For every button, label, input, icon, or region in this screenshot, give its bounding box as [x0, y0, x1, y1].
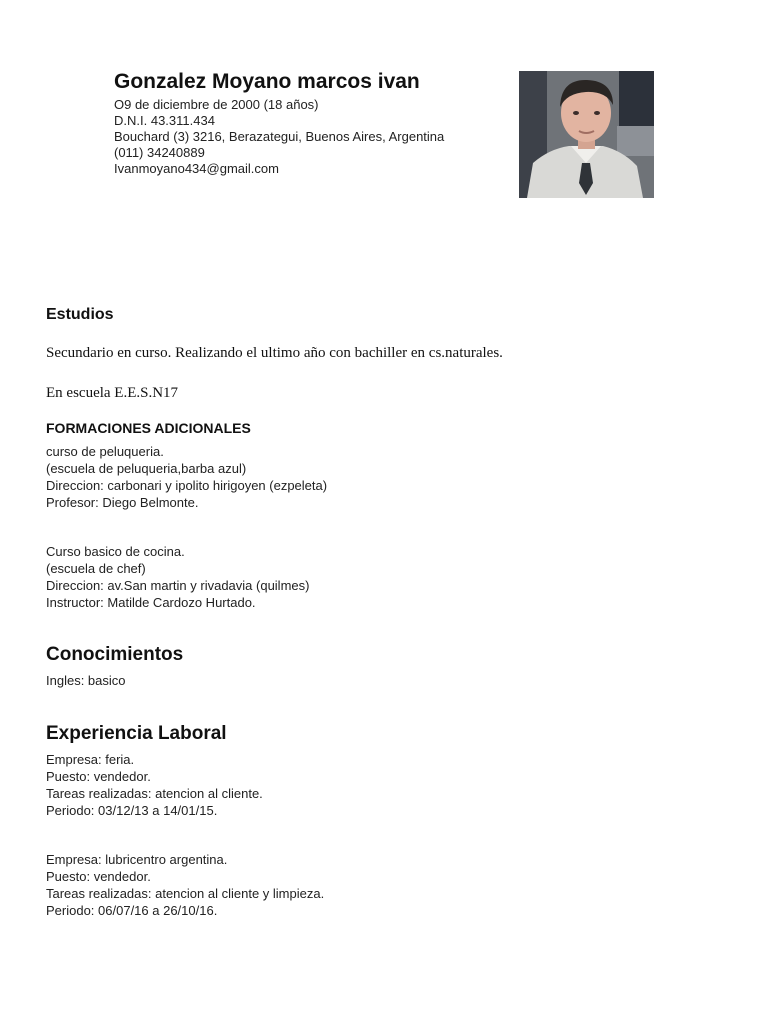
course-teacher: Instructor: Matilde Cardozo Hurtado.: [46, 595, 256, 610]
additional-training-heading: FORMACIONES ADICIONALES: [46, 420, 251, 436]
studies-heading: Estudios: [46, 306, 114, 323]
profile-photo-image: [519, 71, 654, 198]
job-tasks: Tareas realizadas: atencion al cliente.: [46, 786, 263, 801]
job-company: Empresa: feria.: [46, 752, 135, 767]
profile-photo: [519, 71, 654, 198]
course-item: [46, 443, 327, 511]
studies-line-1: Secundario en curso. Realizando el ultimo año con bachiller en cs.naturales.: [46, 345, 503, 361]
phone: (011) 34240889: [114, 145, 205, 160]
course-school: (escuela de peluqueria,barba azul): [46, 461, 247, 476]
course-teacher: Profesor: Diego Belmonte.: [46, 495, 199, 510]
job-position: Puesto: vendedor.: [46, 869, 151, 884]
studies-line-2: En escuela E.E.S.N17: [46, 385, 179, 401]
course-title: Curso basico de cocina.: [46, 544, 185, 559]
course-title: curso de peluqueria.: [46, 444, 164, 459]
address: Bouchard (3) 3216, Berazategui, Buenos Aires, Argentina: [114, 129, 445, 144]
job-period: Periodo: 06/07/16 a 26/10/16.: [46, 903, 218, 918]
job-item: [46, 751, 263, 819]
course-item: [46, 543, 309, 611]
job-company: Empresa: lubricentro argentina.: [46, 852, 228, 867]
birth-date: O9 de diciembre de 2000 (18 años): [114, 97, 319, 112]
full-name: Gonzalez Moyano marcos ivan: [114, 70, 420, 93]
knowledge-heading: Conocimientos: [46, 644, 184, 665]
job-position: Puesto: vendedor.: [46, 769, 151, 784]
course-school: (escuela de chef): [46, 561, 146, 576]
contact-info: [114, 97, 444, 177]
email: Ivanmoyano434@gmail.com: [114, 161, 279, 176]
course-address: Direccion: carbonari y ipolito hirigoyen (ezpeleta): [46, 478, 328, 493]
work-experience-heading: Experiencia Laboral: [46, 723, 227, 744]
job-period: Periodo: 03/12/13 a 14/01/15.: [46, 803, 218, 818]
job-item: [46, 851, 324, 919]
dni: D.N.I. 43.311.434: [114, 113, 215, 128]
knowledge-text: Ingles: basico: [46, 673, 126, 688]
course-address: Direccion: av.San martin y rivadavia (quilmes): [46, 578, 310, 593]
job-tasks: Tareas realizadas: atencion al cliente y limpieza.: [46, 886, 325, 901]
